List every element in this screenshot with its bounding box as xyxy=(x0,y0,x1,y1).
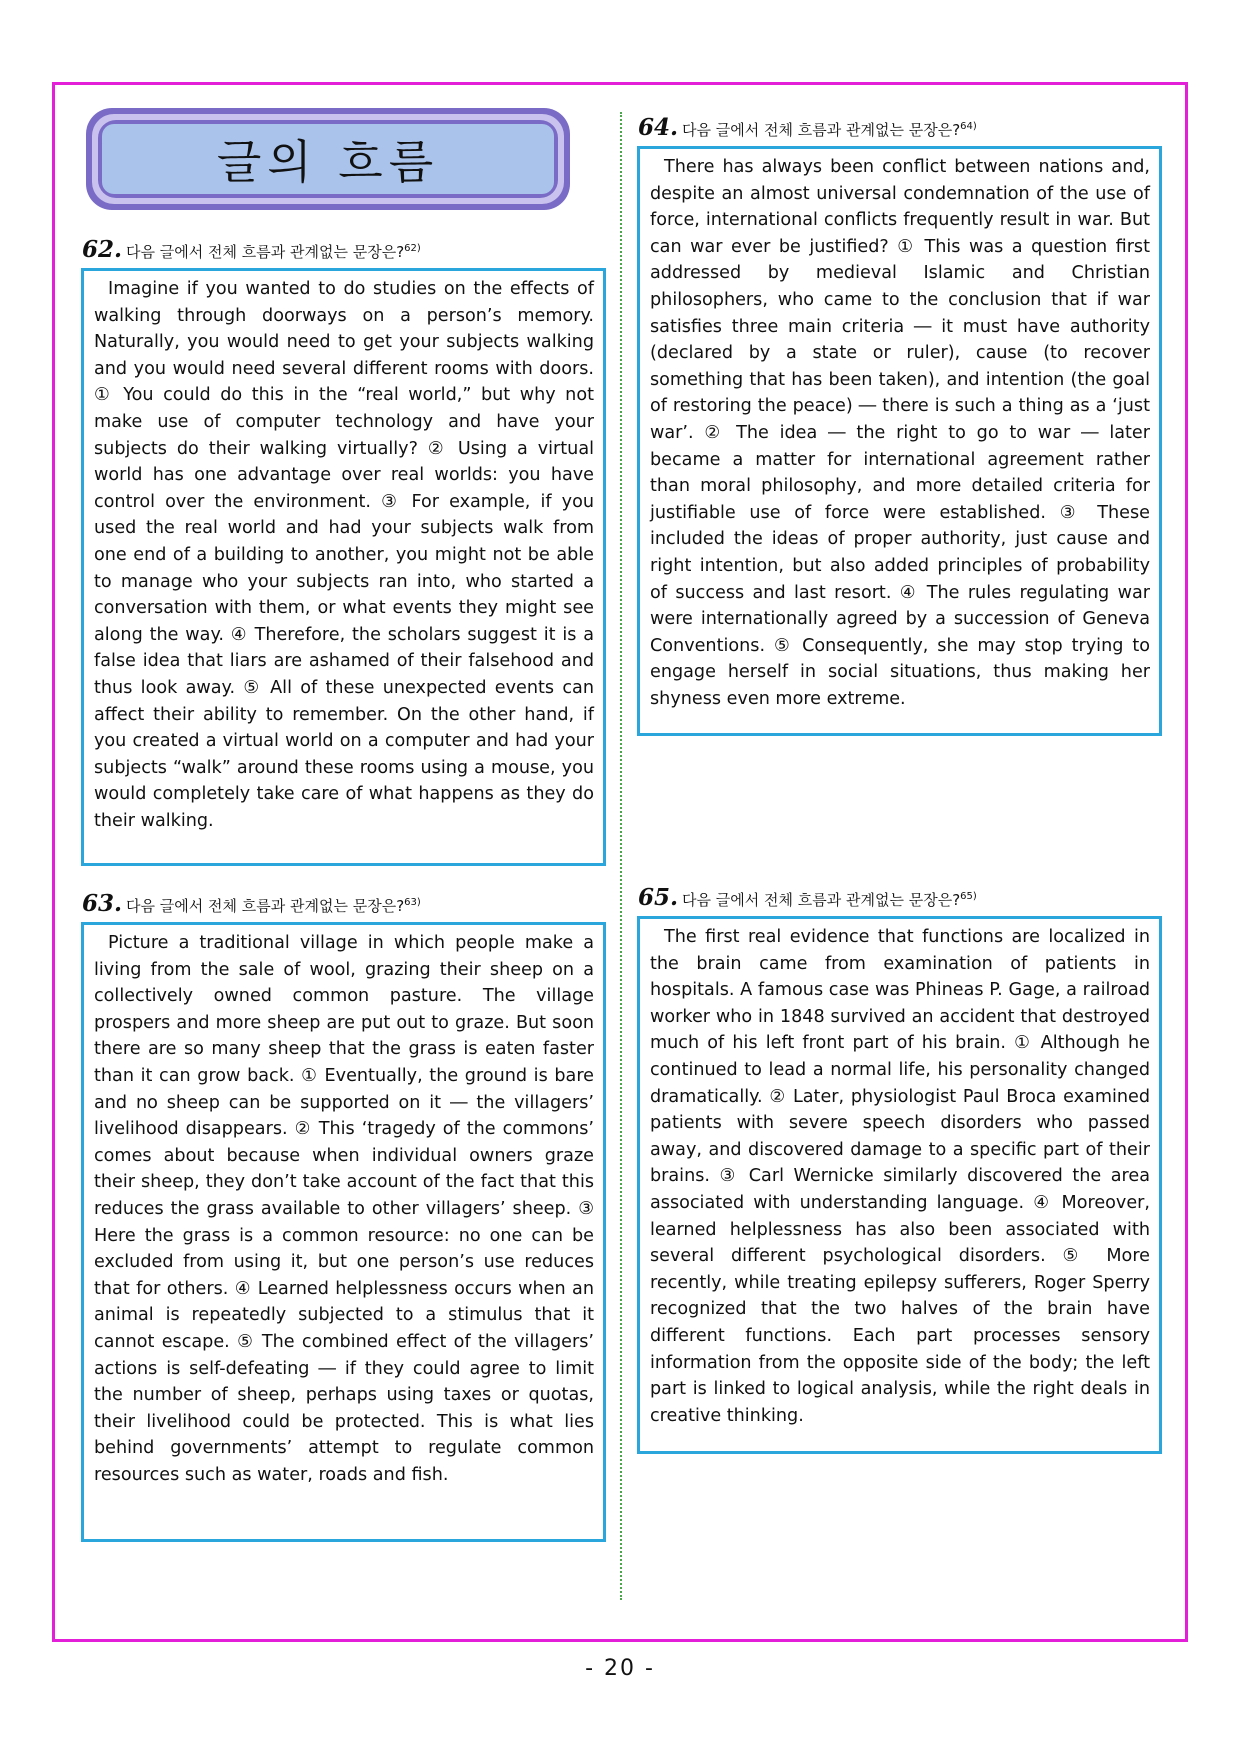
question-64-header xyxy=(638,114,977,141)
section-title-banner xyxy=(86,108,570,210)
question-63-passage: Picture a traditional village in which people make a living from the sale of wool, grazing their sheep on a collectively owned common pasture. The village prospers and more sheep are put out to graze. But soon there are so many sheep that the grass is eaten faster than it can grow back. ① Eventually, the ground is bare and no sheep can be supported on it ― the villagers’ livelihood disappears. ② This ‘tragedy of the commons’ comes about because when individual owners graze their sheep, they don’t take account of the fact that this reduces the grass available to other villagers’ sheep. ③ Here the grass is a common resource: no one can be excluded from using it, but one person’s use reduces that for others. ④ Learned helplessness occurs when an animal is repeatedly subjected to a stimulus that it cannot escape. ⑤ The combined effect of the villagers’ actions is self-defeating ― if they could agree to limit the number of sheep, perhaps using taxes or quotas, their livelihood could be protected. This is what lies behind governments’ attempt to regulate common resources such as water, roads and fish. xyxy=(81,922,606,1542)
footnote-ref: 65) xyxy=(960,891,977,902)
footnote-ref: 64) xyxy=(960,121,977,132)
question-65-passage: The first real evidence that functions are localized in the brain came from examination of patients in hospitals. A famous case was Phineas P. Gage, a railroad worker who in 1848 survived an accident that destroyed much of his left front part of his brain. ① Although he continued to lead a normal life, his personality changed dramatically. ② Later, physiologist Paul Broca examined patients with severe speech disorders who passed away, and discovered damage to a specific part of their brains. ③ Carl Wernicke similarly discovered the area associated with understanding language. ④ Moreover, learned helplessness has also been associated with several different psychological disorders. ⑤ More recently, while treating epilepsy sufferers, Roger Sperry recognized that the two halves of the brain have different functions. Each part processes sensory information from the opposite side of the body; the left part is linked to logical analysis, while the right deals in creative thinking. xyxy=(637,916,1162,1454)
question-63-header xyxy=(82,890,421,917)
question-number: 65. xyxy=(638,884,679,911)
page-number: - 20 - xyxy=(585,1656,655,1681)
column-divider xyxy=(620,112,622,1600)
question-prompt: 다음 글에서 전체 흐름과 관계없는 문장은? xyxy=(682,121,961,139)
question-number: 63. xyxy=(82,890,123,917)
question-prompt: 다음 글에서 전체 흐름과 관계없는 문장은? xyxy=(126,243,405,261)
footnote-ref: 63) xyxy=(404,897,421,908)
question-62-header xyxy=(82,236,421,263)
question-number: 64. xyxy=(638,114,679,141)
question-65-header xyxy=(638,884,977,911)
question-number: 62. xyxy=(82,236,123,263)
question-prompt: 다음 글에서 전체 흐름과 관계없는 문장은? xyxy=(682,891,961,909)
question-62-passage: Imagine if you wanted to do studies on the effects of walking through doorways on a person’s memory. Naturally, you would need to get your subjects walking and you would need several different rooms with doors. ① You could do this in the “real world,” but why not make use of computer technology and have your subjects do their walking virtually? ② Using a virtual world has one advantage over real worlds: you have control over the environment. ③ For example, if you used the real world and had your subjects walk from one end of a building to another, you might not be able to manage who your subjects ran into, who started a conversation with them, or what events they might see along the way. ④ Therefore, the scholars suggest it is a false idea that liars are ashamed of their falsehood and thus look away. ⑤ All of these unexpected events can affect their ability to remember. On the other hand, if you created a virtual world on a computer and had your subjects “walk” around these rooms using a mouse, you would completely take care of what happens as they do their walking. xyxy=(81,268,606,866)
question-prompt: 다음 글에서 전체 흐름과 관계없는 문장은? xyxy=(126,897,405,915)
section-title: 글의 흐름 xyxy=(102,124,554,194)
question-64-passage: There has always been conflict between nations and, despite an almost universal condemnation of the use of force, international conflicts frequently result in war. But can war ever be justified? ① This was a question first addressed by medieval Islamic and Christian philosophers, who came to the conclusion that if war satisfies three main criteria ― it must have authority (declared by a state or ruler), cause (to recover something that has been taken), and intention (the goal of restoring the peace) ― there is such a thing as a ‘just war’. ② The idea ― the right to go to war ― later became a matter for international agreement rather than moral philosophy, and more detailed criteria for justifiable use of force were established. ③ These included the ideas of proper authority, just cause and right intention, but also added principles of probability of success and last resort. ④ The rules regulating war were internationally agreed by a succession of Geneva Conventions. ⑤ Consequently, she may stop trying to engage herself in social situations, thus making her shyness even more extreme. xyxy=(637,146,1162,736)
footnote-ref: 62) xyxy=(404,243,421,254)
